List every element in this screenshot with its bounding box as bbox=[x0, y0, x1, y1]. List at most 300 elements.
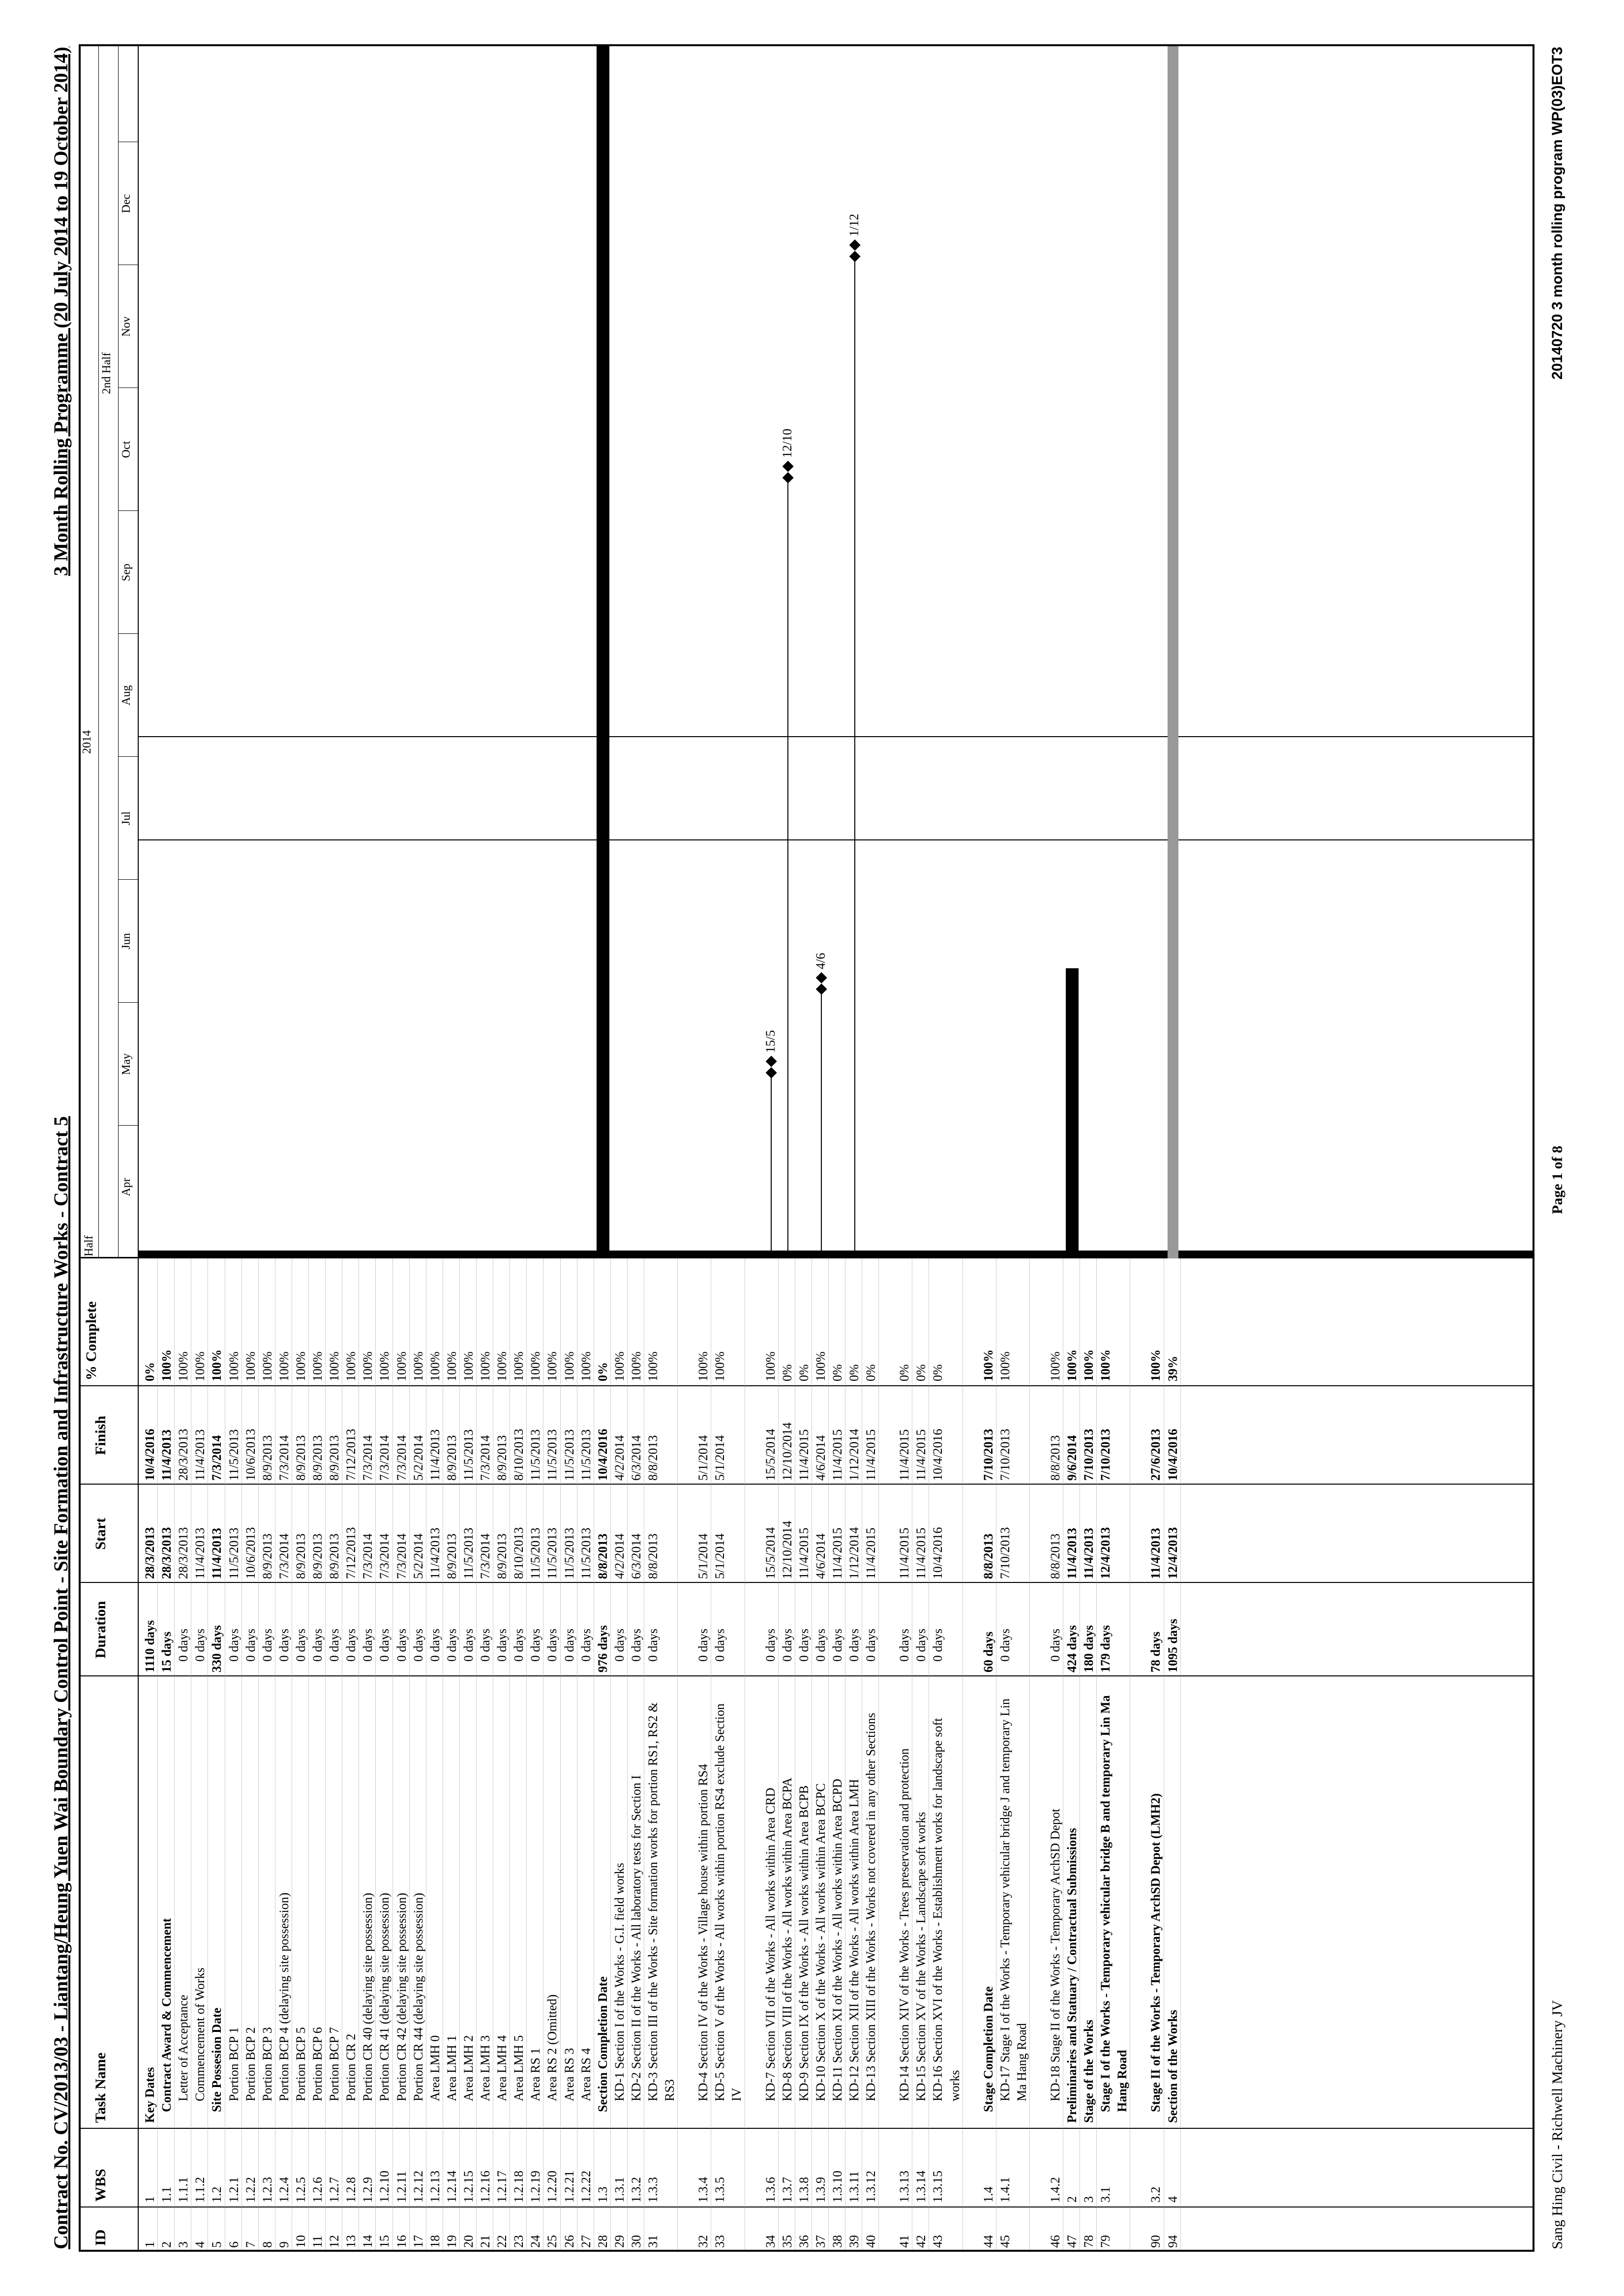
cell-name: Key Dates bbox=[143, 2067, 157, 2123]
cell-pct: 100% bbox=[411, 1351, 425, 1381]
timescale-year: 2014 bbox=[81, 730, 93, 754]
cell-dur: 0 days bbox=[276, 1628, 291, 1662]
cell-dur: 60 days bbox=[981, 1631, 995, 1672]
cell-id: 22 bbox=[495, 2235, 510, 2248]
cell-name: Area RS 1 bbox=[528, 2048, 543, 2101]
cell-wbs: 1.1 bbox=[159, 2186, 174, 2203]
cell-finish: 4/6/2014 bbox=[813, 1435, 828, 1481]
cell-start: 11/4/2015 bbox=[897, 1527, 912, 1579]
cell-name: KD-3 Section III of the Works - Site formation works for portion RS1, RS2 & bbox=[646, 1702, 660, 2101]
cell-wbs: 1.3.2 bbox=[629, 2177, 643, 2203]
cell-pct: 0% bbox=[931, 1364, 945, 1381]
cell-id: 10 bbox=[293, 2235, 308, 2248]
cell-finish: 7/3/2014 bbox=[478, 1435, 492, 1481]
cell-start: 11/4/2013 bbox=[1082, 1527, 1096, 1579]
cell-start: 11/4/2015 bbox=[864, 1527, 878, 1579]
cell-wbs: 1.2.19 bbox=[528, 2171, 543, 2203]
programme-title: 3 Month Rolling Programme (20 July 2014 to 19 October 2014) bbox=[50, 47, 72, 576]
cell-wbs: 1.3.10 bbox=[830, 2171, 844, 2203]
cell-name: Portion CR 2 bbox=[344, 2033, 359, 2101]
cell-name: Portion BCP 2 bbox=[243, 2027, 258, 2101]
cell-pct: 100% bbox=[495, 1351, 510, 1381]
month-label: Oct bbox=[120, 441, 133, 458]
cell-wbs: 1.2.1 bbox=[226, 2177, 241, 2203]
cell-name: Portion BCP 5 bbox=[293, 2027, 308, 2101]
cell-pct: 0% bbox=[830, 1364, 844, 1381]
cell-wbs: 1.2.3 bbox=[260, 2177, 274, 2203]
cell-finish: 28/3/2013 bbox=[176, 1429, 191, 1481]
cell-id: 79 bbox=[1098, 2235, 1113, 2248]
cell-dur: 0 days bbox=[226, 1628, 241, 1662]
cell-dur: 0 days bbox=[528, 1628, 543, 1662]
cell-start: 1/12/2014 bbox=[847, 1527, 861, 1579]
cell-finish: 10/4/2016 bbox=[1165, 1429, 1180, 1481]
cell-id: 21 bbox=[478, 2235, 492, 2248]
cell-pct: 100% bbox=[310, 1351, 325, 1381]
cell-start: 11/5/2013 bbox=[461, 1527, 476, 1579]
cell-name: Portion CR 42 (delaying site possession) bbox=[394, 1893, 409, 2101]
cell-dur: 0 days bbox=[562, 1628, 576, 1662]
cell-name: Portion BCP 6 bbox=[310, 2027, 325, 2101]
cell-dur: 0 days bbox=[813, 1628, 828, 1662]
cell-start: 28/3/2013 bbox=[159, 1527, 174, 1579]
cell-name: Site Possesion Date bbox=[210, 2007, 224, 2112]
cell-wbs: 3 bbox=[1082, 2196, 1096, 2203]
cell-wbs: 1.3.9 bbox=[813, 2177, 828, 2203]
cell-name: KD-10 Section X of the Works - All works within Area BCPC bbox=[813, 1783, 828, 2101]
cell-wbs: 1.3.14 bbox=[914, 2171, 929, 2203]
cell-wbs: 2 bbox=[1065, 2196, 1079, 2203]
cell-wbs: 1.1.1 bbox=[176, 2177, 191, 2203]
cell-pct: 100% bbox=[1148, 1349, 1163, 1381]
cell-finish: 11/5/2013 bbox=[226, 1429, 241, 1481]
cell-name: KD-15 Section XV of the Works - Landscape soft works bbox=[914, 1812, 929, 2101]
cell-name-continued: IV bbox=[729, 2087, 744, 2101]
cell-id: 20 bbox=[461, 2235, 476, 2248]
milestone-diamond-icon: ◆◆ bbox=[812, 972, 829, 995]
cell-start: 11/5/2013 bbox=[528, 1527, 543, 1579]
cell-dur: 0 days bbox=[495, 1628, 510, 1662]
cell-start: 8/9/2013 bbox=[444, 1533, 459, 1579]
cell-finish: 6/3/2014 bbox=[629, 1435, 643, 1481]
cell-finish: 8/9/2013 bbox=[293, 1435, 308, 1481]
cell-finish: 11/4/2013 bbox=[193, 1429, 208, 1481]
cell-dur: 1110 days bbox=[143, 1620, 157, 1672]
cell-wbs: 1.3.1 bbox=[612, 2177, 627, 2203]
cell-wbs: 1.3.13 bbox=[897, 2171, 912, 2203]
milestone-label: 1/12 bbox=[847, 213, 861, 237]
cell-dur: 0 days bbox=[847, 1628, 861, 1662]
cell-start: 7/3/2014 bbox=[361, 1533, 375, 1579]
cell-dur: 0 days bbox=[796, 1628, 811, 1662]
cell-finish: 8/9/2013 bbox=[260, 1435, 274, 1481]
cell-pct: 100% bbox=[243, 1351, 258, 1381]
month-label: Sep bbox=[120, 564, 133, 581]
cell-dur: 0 days bbox=[780, 1628, 794, 1662]
cell-id: 3 bbox=[176, 2241, 191, 2248]
cell-wbs: 1 bbox=[143, 2196, 157, 2203]
cell-wbs: 1.4.2 bbox=[1048, 2177, 1062, 2203]
cell-id: 24 bbox=[528, 2235, 543, 2248]
cell-start: 11/4/2013 bbox=[1065, 1527, 1079, 1579]
cell-wbs: 1.2.15 bbox=[461, 2171, 476, 2203]
cell-wbs: 1.2.13 bbox=[427, 2171, 442, 2203]
milestone-diamond-icon: ◆◆ bbox=[846, 239, 862, 262]
cell-dur: 0 days bbox=[511, 1628, 526, 1662]
cell-name: Portion BCP 7 bbox=[327, 2027, 342, 2101]
cell-start: 11/4/2015 bbox=[830, 1527, 844, 1579]
cell-finish: 7/12/2013 bbox=[344, 1429, 359, 1481]
cell-name: KD-5 Section V of the Works - All works within portion RS4 exclude Section bbox=[713, 1703, 727, 2101]
cell-pct: 100% bbox=[461, 1351, 476, 1381]
cell-id: 16 bbox=[394, 2235, 409, 2248]
cell-pct: 39% bbox=[1165, 1356, 1180, 1381]
cell-name: KD-4 Section IV of the Works - Village house within portion RS4 bbox=[696, 1763, 711, 2101]
cell-wbs: 1.3.5 bbox=[713, 2177, 727, 2203]
cell-finish: 11/4/2015 bbox=[796, 1429, 811, 1481]
cell-start: 15/5/2014 bbox=[763, 1527, 778, 1579]
cell-start: 8/8/2013 bbox=[595, 1533, 610, 1579]
cell-name-continued: Ma Hang Road bbox=[1014, 2023, 1029, 2101]
cell-wbs: 1.2.20 bbox=[545, 2171, 560, 2203]
cell-id: 41 bbox=[897, 2235, 912, 2248]
cell-name: KD-11 Section XI of the Works - All works within Area BCPD bbox=[830, 1779, 844, 2101]
cell-name-continued: Hang Road bbox=[1115, 2050, 1130, 2112]
cell-start: 11/5/2013 bbox=[545, 1527, 560, 1579]
cell-id: 47 bbox=[1065, 2235, 1079, 2248]
cell-pct: 100% bbox=[528, 1351, 543, 1381]
cell-finish: 7/10/2013 bbox=[981, 1429, 995, 1481]
cell-wbs: 1.1.2 bbox=[193, 2177, 208, 2203]
cell-id: 46 bbox=[1048, 2235, 1062, 2248]
cell-pct: 100% bbox=[210, 1349, 224, 1381]
cell-id: 94 bbox=[1165, 2235, 1180, 2248]
cell-dur: 0 days bbox=[713, 1628, 727, 1662]
cell-id: 32 bbox=[696, 2235, 711, 2248]
cell-id: 31 bbox=[646, 2235, 660, 2248]
cell-id: 12 bbox=[327, 2235, 342, 2248]
cell-dur: 976 days bbox=[595, 1625, 610, 1672]
cell-name: Commencement of Works bbox=[193, 1968, 208, 2101]
cell-dur: 0 days bbox=[830, 1628, 844, 1662]
cell-dur: 0 days bbox=[243, 1628, 258, 1662]
cell-name: Letter of Acceptance bbox=[176, 1995, 191, 2101]
cell-pct: 100% bbox=[511, 1351, 526, 1381]
cell-start: 8/10/2013 bbox=[511, 1527, 526, 1579]
cell-dur: 0 days bbox=[293, 1628, 308, 1662]
cell-finish: 11/4/2015 bbox=[864, 1429, 878, 1481]
cell-wbs: 1.3.15 bbox=[931, 2171, 945, 2203]
col-header-start: Start bbox=[92, 1518, 109, 1550]
cell-wbs: 1.2.10 bbox=[377, 2171, 392, 2203]
timescale-half-right: 2nd Half bbox=[100, 352, 113, 394]
milestone-diamond-icon: ◆◆ bbox=[762, 1055, 779, 1078]
milestone-label: 4/6 bbox=[813, 953, 828, 969]
cell-dur: 0 days bbox=[1048, 1628, 1062, 1662]
cell-wbs: 1.2.2 bbox=[243, 2177, 258, 2203]
cell-name: KD-8 Section VIII of the Works - All works within Area BCPA bbox=[780, 1777, 794, 2101]
cell-name: Section Completion Date bbox=[595, 1976, 610, 2112]
cell-wbs: 1.3.8 bbox=[796, 2177, 811, 2203]
cell-dur: 0 days bbox=[629, 1628, 643, 1662]
col-header-finish: Finish bbox=[92, 1415, 109, 1456]
cell-finish: 11/5/2013 bbox=[545, 1429, 560, 1481]
cell-name: Area LMH 3 bbox=[478, 2035, 492, 2101]
cell-id: 30 bbox=[629, 2235, 643, 2248]
cell-name: Portion BCP 3 bbox=[260, 2027, 274, 2101]
cell-start: 7/3/2014 bbox=[377, 1533, 392, 1579]
cell-finish: 8/9/2013 bbox=[310, 1435, 325, 1481]
cell-id: 26 bbox=[562, 2235, 576, 2248]
cell-name: KD-9 Section IX of the Works - All works within Area BCPB bbox=[796, 1785, 811, 2101]
cell-start: 8/8/2013 bbox=[646, 1533, 660, 1579]
cell-finish: 8/9/2013 bbox=[444, 1435, 459, 1481]
month-label: Jun bbox=[120, 933, 133, 950]
month-label: Apr bbox=[120, 1178, 133, 1196]
col-header-task: Task Name bbox=[92, 2052, 109, 2123]
cell-start: 4/6/2014 bbox=[813, 1533, 828, 1579]
cell-pct: 100% bbox=[629, 1351, 643, 1381]
cell-wbs: 1.2.5 bbox=[293, 2177, 308, 2203]
cell-start: 7/10/2013 bbox=[997, 1527, 1012, 1579]
cell-pct: 0% bbox=[595, 1362, 610, 1381]
cell-start: 5/2/2014 bbox=[411, 1533, 425, 1579]
cell-id: 34 bbox=[763, 2235, 778, 2248]
cell-start: 8/9/2013 bbox=[293, 1533, 308, 1579]
cell-name: Area LMH 2 bbox=[461, 2035, 476, 2101]
cell-pct: 100% bbox=[763, 1351, 778, 1381]
cell-dur: 0 days bbox=[427, 1628, 442, 1662]
cell-id: 25 bbox=[545, 2235, 560, 2248]
cell-pct: 100% bbox=[646, 1351, 660, 1381]
cell-pct: 100% bbox=[1065, 1349, 1079, 1381]
cell-name: KD-12 Section XII of the Works - All works within Area LMH bbox=[847, 1779, 861, 2101]
cell-finish: 8/9/2013 bbox=[495, 1435, 510, 1481]
cell-wbs: 1.3.7 bbox=[780, 2177, 794, 2203]
cell-pct: 0% bbox=[897, 1364, 912, 1381]
cell-finish: 7/10/2013 bbox=[997, 1429, 1012, 1481]
cell-name: KD-17 Stage I of the Works - Temporary vehicular bridge J and temporary Lin bbox=[997, 1699, 1012, 2101]
cell-start: 5/1/2014 bbox=[696, 1533, 711, 1579]
cell-id: 90 bbox=[1148, 2235, 1163, 2248]
cell-start: 7/3/2014 bbox=[276, 1533, 291, 1579]
col-header-complete: % Complete bbox=[83, 1301, 99, 1380]
cell-dur: 0 days bbox=[696, 1628, 711, 1662]
cell-dur: 0 days bbox=[176, 1628, 191, 1662]
cell-pct: 100% bbox=[696, 1351, 711, 1381]
cell-finish: 10/4/2016 bbox=[931, 1429, 945, 1481]
cell-finish: 4/2/2014 bbox=[612, 1435, 627, 1481]
cell-start: 28/3/2013 bbox=[143, 1527, 157, 1579]
cell-finish: 27/6/2013 bbox=[1148, 1429, 1163, 1481]
cell-dur: 0 days bbox=[478, 1628, 492, 1662]
cell-dur: 180 days bbox=[1082, 1625, 1096, 1672]
cell-pct: 100% bbox=[444, 1351, 459, 1381]
cell-finish: 10/6/2013 bbox=[243, 1429, 258, 1481]
cell-pct: 100% bbox=[578, 1351, 593, 1381]
col-header-id: ID bbox=[92, 2229, 109, 2246]
cell-pct: 100% bbox=[394, 1351, 409, 1381]
cell-pct: 100% bbox=[997, 1351, 1012, 1381]
cell-wbs: 1.2.21 bbox=[562, 2171, 576, 2203]
cell-start: 11/4/2013 bbox=[1148, 1527, 1163, 1579]
cell-finish: 11/5/2013 bbox=[461, 1429, 476, 1481]
cell-finish: 7/3/2014 bbox=[276, 1435, 291, 1481]
cell-name: Contract Award & Commencement bbox=[159, 1918, 174, 2112]
cell-wbs: 1.2.4 bbox=[276, 2177, 291, 2203]
cell-finish: 11/4/2013 bbox=[427, 1429, 442, 1481]
cell-name: Stage II of the Works - Temporary ArchSD Depot (LMH2) bbox=[1148, 1793, 1163, 2112]
month-label: May bbox=[120, 1053, 133, 1075]
cell-start: 7/12/2013 bbox=[344, 1527, 359, 1579]
cell-name: Area RS 3 bbox=[562, 2048, 576, 2101]
cell-pct: 100% bbox=[377, 1351, 392, 1381]
cell-start: 11/5/2013 bbox=[578, 1527, 593, 1579]
cell-dur: 0 days bbox=[461, 1628, 476, 1662]
cell-wbs: 1.4 bbox=[981, 2186, 995, 2203]
cell-name: KD-16 Section XVI of the Works - Establishment works for landscape soft bbox=[931, 1718, 945, 2101]
cell-start: 10/4/2016 bbox=[931, 1527, 945, 1579]
cell-wbs: 1.2 bbox=[210, 2186, 224, 2203]
cell-name: Area RS 4 bbox=[578, 2048, 593, 2101]
footer-company: Sang Hing Civil - Richwell Machinery JV bbox=[1549, 2000, 1565, 2249]
cell-name: Stage I of the Works - Temporary vehicular bridge B and temporary Lin Ma bbox=[1098, 1695, 1113, 2112]
cell-pct: 100% bbox=[545, 1351, 560, 1381]
cell-pct: 100% bbox=[193, 1351, 208, 1381]
cell-dur: 0 days bbox=[612, 1628, 627, 1662]
month-label: Aug bbox=[120, 685, 133, 706]
milestone-diamond-icon: ◆◆ bbox=[779, 460, 795, 483]
cell-start: 12/4/2013 bbox=[1165, 1527, 1180, 1579]
cell-start: 11/4/2015 bbox=[796, 1527, 811, 1579]
cell-id: 1 bbox=[143, 2241, 157, 2248]
cell-name: Preliminaries and Statuary / Contractual Submissions bbox=[1065, 1828, 1079, 2123]
cell-pct: 0% bbox=[847, 1364, 861, 1381]
cell-pct: 100% bbox=[327, 1351, 342, 1381]
cell-name-continued: works bbox=[947, 2070, 962, 2101]
cell-start: 8/8/2013 bbox=[981, 1533, 995, 1579]
cell-wbs: 1.3.11 bbox=[847, 2171, 861, 2203]
cell-id: 7 bbox=[243, 2241, 258, 2248]
cell-id: 8 bbox=[260, 2241, 274, 2248]
cell-finish: 5/1/2014 bbox=[713, 1435, 727, 1481]
cell-start: 7/3/2014 bbox=[478, 1533, 492, 1579]
cell-start: 11/4/2013 bbox=[427, 1527, 442, 1579]
timescale-half-left: Half bbox=[83, 1235, 95, 1256]
month-label: Jul bbox=[120, 811, 133, 826]
cell-pct: 100% bbox=[981, 1349, 995, 1381]
cell-pct: 100% bbox=[1048, 1351, 1062, 1381]
cell-start: 12/4/2013 bbox=[1098, 1527, 1113, 1579]
cell-dur: 0 days bbox=[444, 1628, 459, 1662]
cell-wbs: 1.2.22 bbox=[578, 2171, 593, 2203]
cell-wbs: 1.3.4 bbox=[696, 2177, 711, 2203]
cell-id: 14 bbox=[361, 2235, 375, 2248]
cell-id: 78 bbox=[1082, 2235, 1096, 2248]
cell-name: Area LMH 0 bbox=[427, 2035, 442, 2101]
cell-finish: 7/3/2014 bbox=[361, 1435, 375, 1481]
cell-wbs: 1.2.8 bbox=[344, 2177, 359, 2203]
col-header-wbs: WBS bbox=[92, 2169, 109, 2202]
cell-start: 8/9/2013 bbox=[260, 1533, 274, 1579]
cell-id: 28 bbox=[595, 2235, 610, 2248]
cell-start: 11/5/2013 bbox=[562, 1527, 576, 1579]
cell-finish: 12/10/2014 bbox=[780, 1422, 794, 1481]
cell-dur: 0 days bbox=[361, 1628, 375, 1662]
cell-wbs: 1.3.12 bbox=[864, 2171, 878, 2203]
cell-id: 44 bbox=[981, 2235, 995, 2248]
cell-name: Portion CR 44 (delaying site possession) bbox=[411, 1893, 425, 2101]
cell-dur: 0 days bbox=[646, 1628, 660, 1662]
cell-id: 37 bbox=[813, 2235, 828, 2248]
cell-dur: 0 days bbox=[193, 1628, 208, 1662]
cell-dur: 78 days bbox=[1148, 1631, 1163, 1672]
cell-name: Section of the Works bbox=[1165, 2010, 1180, 2123]
cell-dur: 0 days bbox=[310, 1628, 325, 1662]
cell-name: Stage Completion Date bbox=[981, 1986, 995, 2112]
cell-dur: 0 days bbox=[327, 1628, 342, 1662]
cell-wbs: 1.2.12 bbox=[411, 2171, 425, 2203]
cell-wbs: 1.2.6 bbox=[310, 2177, 325, 2203]
cell-finish: 11/5/2013 bbox=[562, 1429, 576, 1481]
cell-wbs: 1.3.3 bbox=[646, 2177, 660, 2203]
cell-id: 4 bbox=[193, 2241, 208, 2248]
cell-wbs: 1.2.16 bbox=[478, 2171, 492, 2203]
cell-name: Area LMH 4 bbox=[495, 2035, 510, 2101]
cell-pct: 0% bbox=[780, 1364, 794, 1381]
cell-id: 39 bbox=[847, 2235, 861, 2248]
cell-wbs: 1.2.7 bbox=[327, 2177, 342, 2203]
cell-finish: 10/4/2016 bbox=[595, 1429, 610, 1481]
cell-start: 28/3/2013 bbox=[176, 1527, 191, 1579]
cell-id: 11 bbox=[310, 2235, 325, 2248]
cell-finish: 1/12/2014 bbox=[847, 1429, 861, 1481]
cell-pct: 100% bbox=[344, 1351, 359, 1381]
cell-name: Stage of the Works bbox=[1082, 2020, 1096, 2123]
cell-finish: 5/1/2014 bbox=[696, 1435, 711, 1481]
cell-dur: 179 days bbox=[1098, 1625, 1113, 1672]
cell-finish: 7/10/2013 bbox=[1098, 1429, 1113, 1481]
cell-id: 19 bbox=[444, 2235, 459, 2248]
cell-dur: 0 days bbox=[931, 1628, 945, 1662]
cell-finish: 8/8/2013 bbox=[1048, 1435, 1062, 1481]
contract-title bbox=[49, 1116, 72, 2249]
cell-id: 40 bbox=[864, 2235, 878, 2248]
cell-pct: 100% bbox=[1098, 1349, 1113, 1381]
cell-start: 4/2/2014 bbox=[612, 1533, 627, 1579]
cell-name: KD-1 Section I of the Works - G.I. field works bbox=[612, 1863, 627, 2101]
cell-dur: 330 days bbox=[210, 1625, 224, 1672]
cell-name: KD-18 Stage II of the Works - Temporary ArchSD Depot bbox=[1048, 1808, 1062, 2101]
cell-start: 11/4/2013 bbox=[210, 1527, 224, 1579]
cell-wbs: 1.2.14 bbox=[444, 2171, 459, 2203]
cell-id: 43 bbox=[931, 2235, 945, 2248]
cell-start: 11/4/2015 bbox=[914, 1527, 929, 1579]
cell-finish: 7/3/2014 bbox=[377, 1435, 392, 1481]
cell-wbs: 1.2.17 bbox=[495, 2171, 510, 2203]
cell-finish: 11/5/2013 bbox=[528, 1429, 543, 1481]
cell-dur: 0 days bbox=[578, 1628, 593, 1662]
cell-name: Area LMH 1 bbox=[444, 2035, 459, 2101]
cell-id: 13 bbox=[344, 2235, 359, 2248]
cell-finish: 11/5/2013 bbox=[578, 1429, 593, 1481]
cell-start: 10/6/2013 bbox=[243, 1527, 258, 1579]
cell-id: 35 bbox=[780, 2235, 794, 2248]
cell-start: 12/10/2014 bbox=[780, 1521, 794, 1579]
month-label: Nov bbox=[120, 316, 133, 337]
cell-pct: 100% bbox=[260, 1351, 274, 1381]
cell-finish: 11/4/2015 bbox=[830, 1429, 844, 1481]
